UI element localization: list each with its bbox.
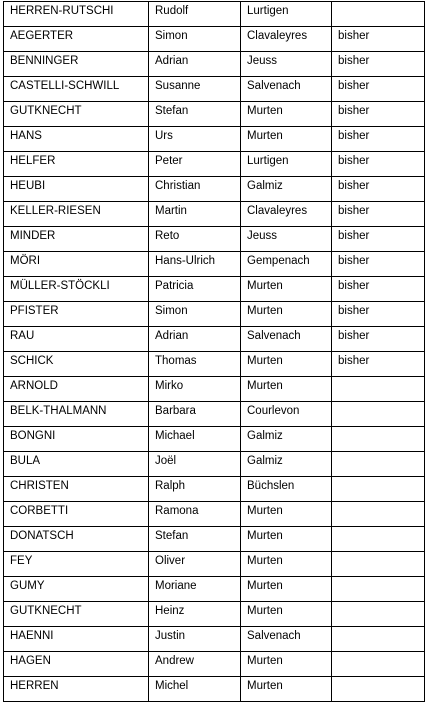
place-cell: Clavaleyres — [241, 202, 332, 227]
place-cell: Büchslen — [241, 477, 332, 502]
status-cell — [332, 377, 425, 402]
first-name-cell: Martin — [149, 202, 241, 227]
place-cell: Murten — [241, 377, 332, 402]
surname-cell: MINDER — [4, 227, 149, 252]
surname-cell: GUMY — [4, 577, 149, 602]
place-cell: Murten — [241, 677, 332, 702]
status-cell — [332, 627, 425, 652]
place-cell: Murten — [241, 127, 332, 152]
surname-cell: CORBETTI — [4, 502, 149, 527]
surname-cell: HERREN — [4, 677, 149, 702]
table-row — [4, 577, 425, 602]
place-cell: Murten — [241, 502, 332, 527]
status-cell: bisher — [332, 27, 425, 52]
status-cell — [332, 602, 425, 627]
status-cell: bisher — [332, 227, 425, 252]
place-cell: Murten — [241, 352, 332, 377]
surname-cell: BONGNI — [4, 427, 149, 452]
status-cell — [332, 677, 425, 702]
table-row — [4, 452, 425, 477]
table-row — [4, 102, 425, 127]
table-row — [4, 252, 425, 277]
surname-cell: BENNINGER — [4, 52, 149, 77]
place-cell: Murten — [241, 277, 332, 302]
table-row — [4, 302, 425, 327]
first-name-cell: Barbara — [149, 402, 241, 427]
place-cell: Murten — [241, 602, 332, 627]
table-row — [4, 427, 425, 452]
place-cell: Jeuss — [241, 52, 332, 77]
first-name-cell: Simon — [149, 27, 241, 52]
surname-cell: MÜLLER-STÖCKLI — [4, 277, 149, 302]
surname-cell: PFISTER — [4, 302, 149, 327]
table-row — [4, 127, 425, 152]
first-name-cell: Adrian — [149, 327, 241, 352]
first-name-cell: Moriane — [149, 577, 241, 602]
table-row — [4, 602, 425, 627]
table-row — [4, 327, 425, 352]
first-name-cell: Peter — [149, 152, 241, 177]
status-cell: bisher — [332, 127, 425, 152]
surname-cell: CHRISTEN — [4, 477, 149, 502]
surname-cell: RAU — [4, 327, 149, 352]
surname-cell: MÖRI — [4, 252, 149, 277]
table-row — [4, 677, 425, 702]
status-cell — [332, 552, 425, 577]
first-name-cell: Mirko — [149, 377, 241, 402]
first-name-cell: Justin — [149, 627, 241, 652]
surname-cell: FEY — [4, 552, 149, 577]
status-cell: bisher — [332, 252, 425, 277]
table-row — [4, 377, 425, 402]
surname-cell: GUTKNECHT — [4, 102, 149, 127]
first-name-cell: Reto — [149, 227, 241, 252]
place-cell: Salvenach — [241, 327, 332, 352]
table-row — [4, 502, 425, 527]
status-cell — [332, 502, 425, 527]
table-row — [4, 152, 425, 177]
place-cell: Gempenach — [241, 252, 332, 277]
candidate-table-body — [4, 2, 425, 702]
status-cell: bisher — [332, 202, 425, 227]
status-cell: bisher — [332, 177, 425, 202]
candidate-list-page — [3, 1, 424, 702]
place-cell: Murten — [241, 302, 332, 327]
surname-cell: HEUBI — [4, 177, 149, 202]
status-cell: bisher — [332, 77, 425, 102]
place-cell: Murten — [241, 552, 332, 577]
first-name-cell: Rudolf — [149, 2, 241, 27]
place-cell: Salvenach — [241, 77, 332, 102]
place-cell: Lurtigen — [241, 2, 332, 27]
status-cell — [332, 577, 425, 602]
first-name-cell: Urs — [149, 127, 241, 152]
surname-cell: HANS — [4, 127, 149, 152]
first-name-cell: Christian — [149, 177, 241, 202]
surname-cell: CASTELLI-SCHWILL — [4, 77, 149, 102]
place-cell: Murten — [241, 577, 332, 602]
candidate-table — [3, 1, 425, 702]
status-cell — [332, 402, 425, 427]
first-name-cell: Thomas — [149, 352, 241, 377]
surname-cell: KELLER-RIESEN — [4, 202, 149, 227]
status-cell: bisher — [332, 327, 425, 352]
surname-cell: HAENNI — [4, 627, 149, 652]
surname-cell: GUTKNECHT — [4, 602, 149, 627]
status-cell — [332, 452, 425, 477]
surname-cell: HERREN-RUTSCHI — [4, 2, 149, 27]
table-row — [4, 177, 425, 202]
table-row — [4, 402, 425, 427]
table-row — [4, 202, 425, 227]
table-row — [4, 27, 425, 52]
status-cell — [332, 427, 425, 452]
status-cell: bisher — [332, 102, 425, 127]
table-row — [4, 277, 425, 302]
first-name-cell: Hans-Ulrich — [149, 252, 241, 277]
table-row — [4, 527, 425, 552]
first-name-cell: Susanne — [149, 77, 241, 102]
first-name-cell: Heinz — [149, 602, 241, 627]
table-row — [4, 627, 425, 652]
place-cell: Murten — [241, 527, 332, 552]
place-cell: Salvenach — [241, 627, 332, 652]
first-name-cell: Stefan — [149, 102, 241, 127]
surname-cell: DONATSCH — [4, 527, 149, 552]
place-cell: Murten — [241, 102, 332, 127]
status-cell — [332, 652, 425, 677]
surname-cell: AEGERTER — [4, 27, 149, 52]
first-name-cell: Simon — [149, 302, 241, 327]
table-row — [4, 552, 425, 577]
place-cell: Jeuss — [241, 227, 332, 252]
status-cell: bisher — [332, 277, 425, 302]
surname-cell: SCHICK — [4, 352, 149, 377]
first-name-cell: Stefan — [149, 527, 241, 552]
status-cell: bisher — [332, 152, 425, 177]
status-cell — [332, 477, 425, 502]
surname-cell: BELK-THALMANN — [4, 402, 149, 427]
status-cell: bisher — [332, 302, 425, 327]
place-cell: Galmiz — [241, 177, 332, 202]
first-name-cell: Michael — [149, 427, 241, 452]
status-cell: bisher — [332, 352, 425, 377]
table-row — [4, 2, 425, 27]
place-cell: Lurtigen — [241, 152, 332, 177]
first-name-cell: Ralph — [149, 477, 241, 502]
first-name-cell: Oliver — [149, 552, 241, 577]
first-name-cell: Ramona — [149, 502, 241, 527]
place-cell: Clavaleyres — [241, 27, 332, 52]
surname-cell: HAGEN — [4, 652, 149, 677]
first-name-cell: Michel — [149, 677, 241, 702]
place-cell: Galmiz — [241, 452, 332, 477]
first-name-cell: Patricia — [149, 277, 241, 302]
place-cell: Galmiz — [241, 427, 332, 452]
table-row — [4, 227, 425, 252]
status-cell — [332, 527, 425, 552]
first-name-cell: Andrew — [149, 652, 241, 677]
table-row — [4, 52, 425, 77]
table-row — [4, 77, 425, 102]
place-cell: Courlevon — [241, 402, 332, 427]
status-cell — [332, 2, 425, 27]
table-row — [4, 477, 425, 502]
first-name-cell: Adrian — [149, 52, 241, 77]
status-cell: bisher — [332, 52, 425, 77]
table-row — [4, 652, 425, 677]
surname-cell: ARNOLD — [4, 377, 149, 402]
first-name-cell: Joël — [149, 452, 241, 477]
surname-cell: HELFER — [4, 152, 149, 177]
place-cell: Murten — [241, 652, 332, 677]
table-row — [4, 352, 425, 377]
surname-cell: BULA — [4, 452, 149, 477]
